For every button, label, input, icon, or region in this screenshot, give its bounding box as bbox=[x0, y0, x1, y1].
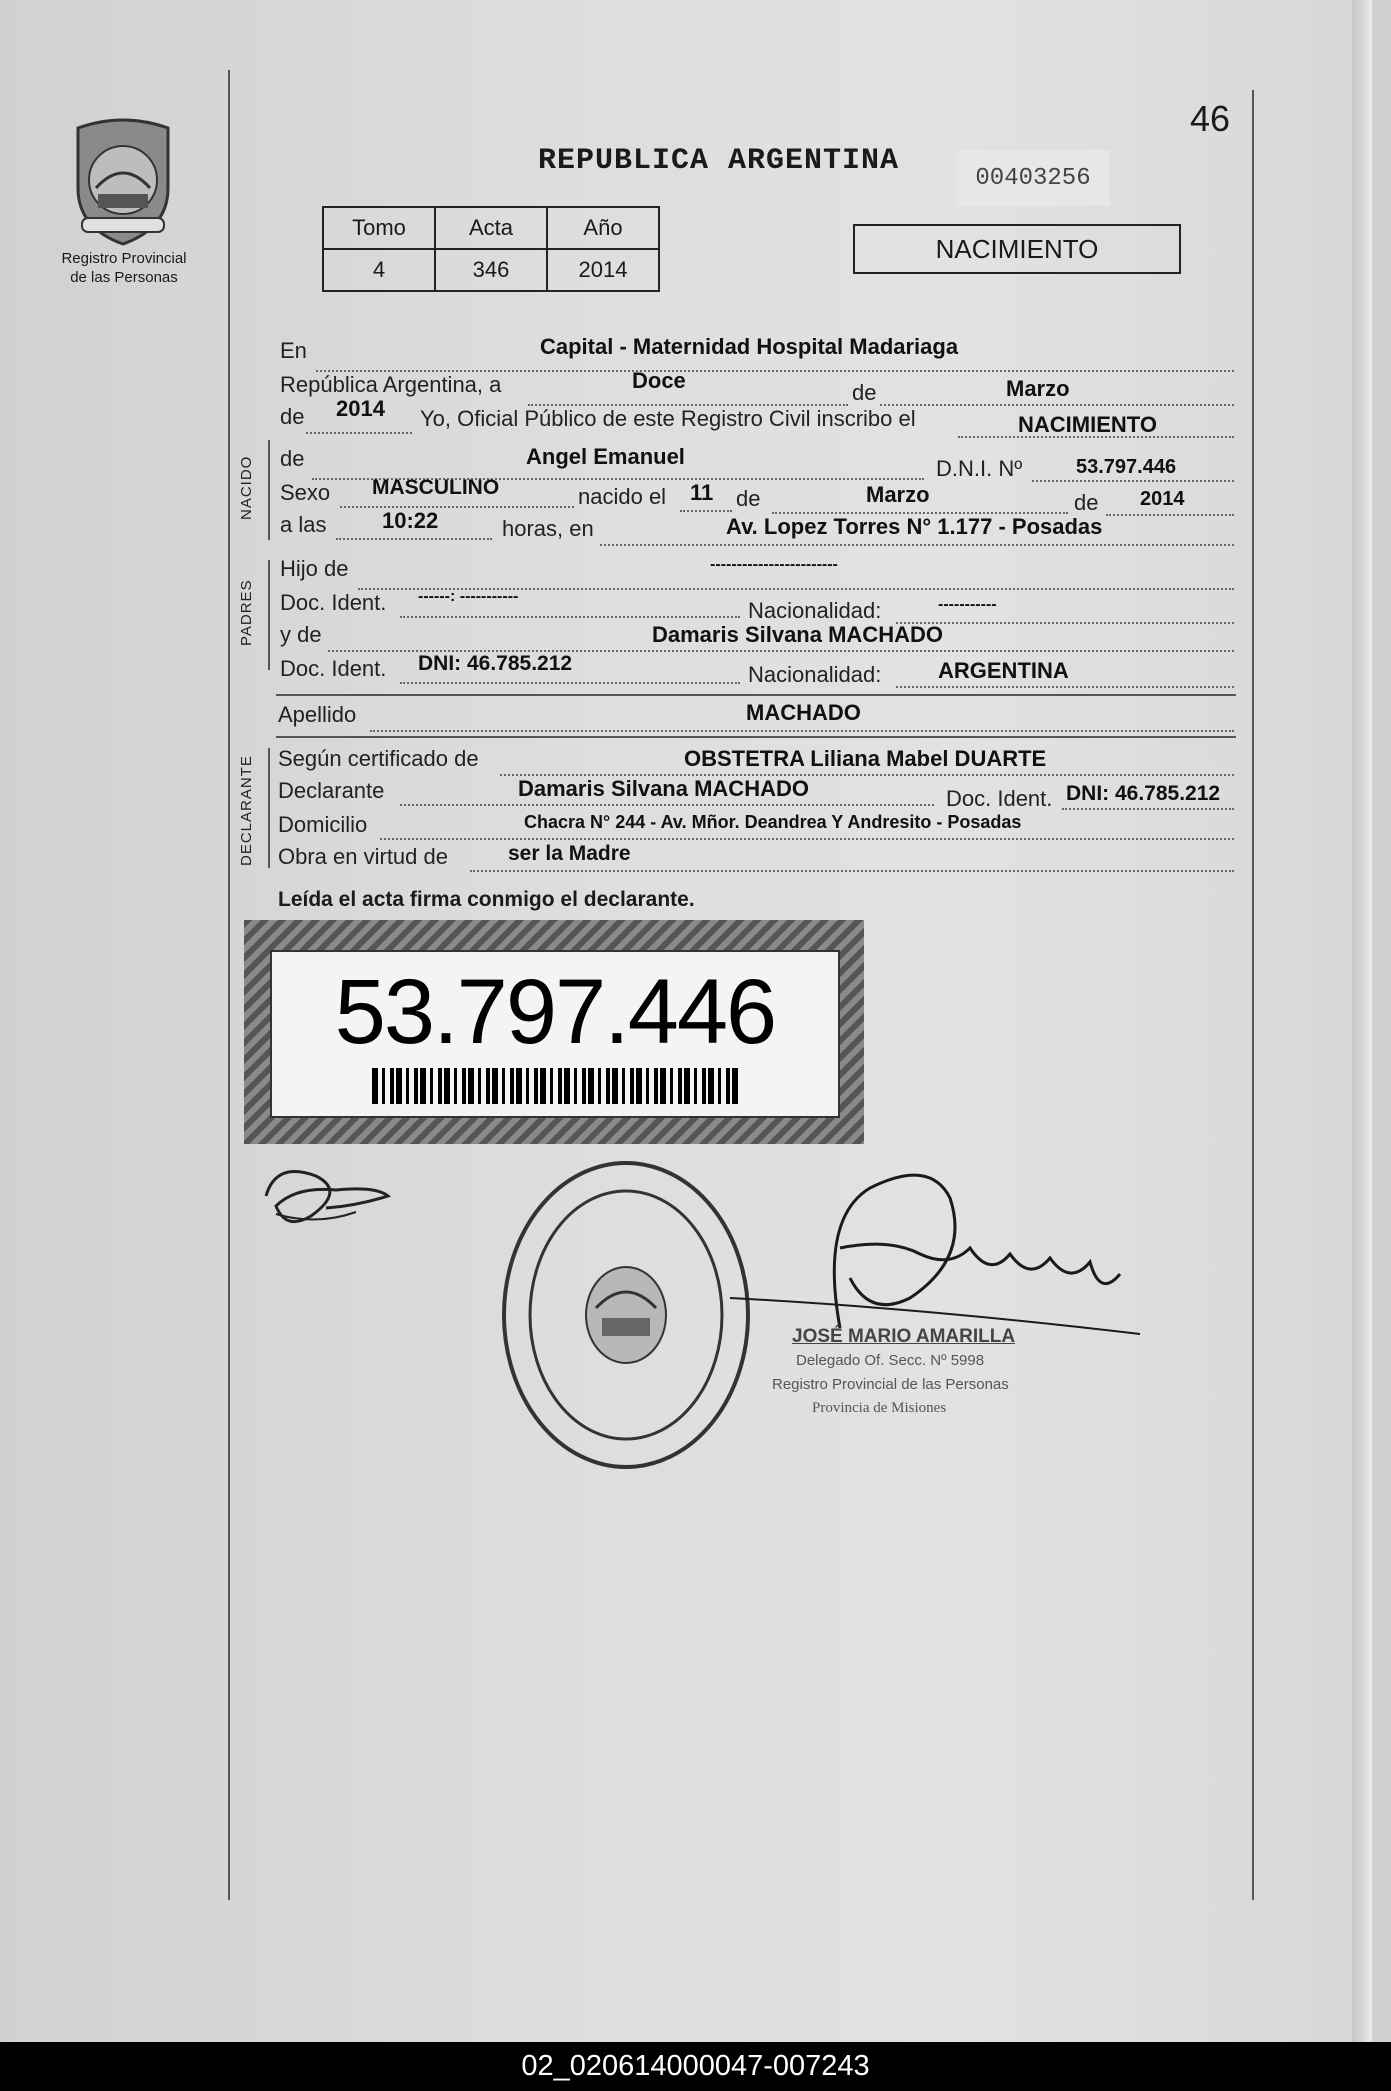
sticker-dni-number: 53.797.446 bbox=[334, 961, 776, 1063]
dotted-line bbox=[1106, 514, 1234, 516]
label-de-1: de bbox=[852, 380, 877, 405]
left-margin-line bbox=[228, 70, 230, 1900]
declarant-signature bbox=[256, 1156, 396, 1236]
value-madre-nac: ARGENTINA bbox=[938, 658, 1069, 683]
official-round-stamp bbox=[498, 1158, 754, 1472]
label-de-3: de bbox=[280, 446, 305, 471]
label-nacido-el: nacido el bbox=[578, 484, 667, 509]
side-label-padres: PADRES bbox=[238, 579, 255, 646]
label-en: En bbox=[280, 338, 307, 363]
value-nombre: Angel Emanuel bbox=[526, 444, 685, 469]
dotted-line bbox=[370, 730, 1234, 732]
label-doc-ident-1: Doc. Ident. bbox=[280, 590, 387, 615]
section-divider bbox=[276, 736, 1236, 738]
value-certificado: OBSTETRA Liliana Mabel DUARTE bbox=[684, 746, 1047, 771]
padres-section-line bbox=[268, 560, 270, 670]
label-sexo: Sexo bbox=[280, 480, 331, 505]
label-yo: Yo, Oficial Público de este Registro Civil inscribo el bbox=[420, 406, 916, 431]
document-type-box: NACIMIENTO bbox=[853, 224, 1181, 274]
value-obra: ser la Madre bbox=[508, 842, 631, 865]
dotted-line bbox=[400, 682, 740, 684]
declarante-section-line bbox=[268, 748, 270, 868]
dotted-line bbox=[1062, 808, 1234, 810]
value-madre-doc: DNI: 46.785.212 bbox=[418, 652, 573, 675]
page-title: REPUBLICA ARGENTINA bbox=[538, 144, 900, 178]
dotted-line bbox=[470, 870, 1234, 872]
label-nacionalidad-1: Nacionalidad: bbox=[748, 598, 882, 623]
acta-header: Acta bbox=[435, 207, 547, 249]
right-margin-line bbox=[1252, 90, 1254, 1900]
section-divider bbox=[276, 694, 1236, 696]
page-spine bbox=[1352, 0, 1372, 2042]
label-hijo-de: Hijo de bbox=[280, 556, 349, 581]
acta-value: 346 bbox=[435, 249, 547, 291]
dotted-line bbox=[306, 432, 412, 434]
dotted-line bbox=[400, 804, 934, 806]
label-y-de: y de bbox=[280, 622, 322, 647]
value-padre-doc: ------: ----------- bbox=[418, 588, 519, 605]
label-dni: D.N.I. Nº bbox=[936, 456, 1023, 481]
nacido-section-line bbox=[268, 440, 270, 540]
dotted-line bbox=[400, 616, 740, 618]
label-de-2: de bbox=[280, 404, 305, 429]
anio-value: 2014 bbox=[547, 249, 659, 291]
value-dni: 53.797.446 bbox=[1076, 456, 1177, 478]
official-province: Provincia de Misiones bbox=[812, 1400, 947, 1416]
value-anio: 2014 bbox=[336, 396, 385, 421]
page-number: 46 bbox=[1190, 98, 1231, 139]
label-apellido: Apellido bbox=[278, 702, 357, 727]
label-doc-ident-3: Doc. Ident. bbox=[946, 786, 1053, 811]
value-mes: Marzo bbox=[866, 482, 930, 507]
anio-header: Año bbox=[547, 207, 659, 249]
official-role: Delegado Of. Secc. Nº 5998 bbox=[796, 1352, 985, 1369]
serial-number: 00403256 bbox=[956, 150, 1110, 206]
tomo-header: Tomo bbox=[323, 207, 435, 249]
label-domicilio: Domicilio bbox=[278, 812, 368, 837]
label-segun: Según certificado de bbox=[278, 746, 479, 771]
sticker-label bbox=[270, 950, 840, 1118]
barcode-icon bbox=[372, 1068, 742, 1104]
dotted-line bbox=[896, 622, 1234, 624]
label-horas-en: horas, en bbox=[502, 516, 594, 541]
value-anio-nac: 2014 bbox=[1140, 488, 1185, 510]
value-padre: ------------------------ bbox=[710, 556, 838, 573]
official-signature bbox=[720, 1158, 1140, 1348]
official-name: JOSÉ MARIO AMARILLA bbox=[792, 1326, 1016, 1347]
value-dia: 11 bbox=[690, 480, 714, 505]
dotted-line bbox=[1032, 480, 1234, 482]
value-padre-nac: ----------- bbox=[938, 596, 997, 613]
label-de-4: de bbox=[736, 486, 761, 511]
dotted-line bbox=[896, 686, 1234, 688]
logo-caption-2: de las Personas bbox=[70, 269, 178, 286]
label-doc-ident-2: Doc. Ident. bbox=[280, 656, 387, 681]
value-mes-texto: Marzo bbox=[1006, 376, 1070, 401]
provincia-misiones-shield-icon bbox=[68, 118, 178, 248]
dni-barcode-sticker bbox=[244, 920, 864, 1144]
closing-statement: Leída el acta firma conmigo el declarante. bbox=[278, 888, 695, 911]
label-de-5: de bbox=[1074, 490, 1099, 515]
value-domicilio-nac: Av. Lopez Torres N° 1.177 - Posadas bbox=[726, 514, 1103, 539]
dotted-line bbox=[880, 404, 1234, 406]
official-org: Registro Provincial de las Personas bbox=[772, 1376, 1009, 1393]
value-lugar: Capital - Maternidad Hospital Madariaga bbox=[540, 334, 959, 359]
tomo-value: 4 bbox=[323, 249, 435, 291]
record-table bbox=[322, 206, 660, 292]
footer-code-bar bbox=[0, 2042, 1391, 2091]
value-declarante: Damaris Silvana MACHADO bbox=[518, 776, 809, 801]
side-label-declarante: DECLARANTE bbox=[238, 755, 255, 866]
value-tipo: NACIMIENTO bbox=[1018, 412, 1157, 437]
footer-code: 02_020614000047-007243 bbox=[521, 2050, 870, 2082]
value-hora: 10:22 bbox=[382, 508, 439, 533]
value-sexo: MASCULINO bbox=[372, 476, 500, 499]
label-declarante: Declarante bbox=[278, 778, 385, 803]
dotted-line bbox=[340, 506, 574, 508]
value-declarante-doc: DNI: 46.785.212 bbox=[1066, 782, 1221, 805]
value-madre: Damaris Silvana MACHADO bbox=[652, 622, 943, 647]
label-republica: República Argentina, a bbox=[280, 372, 502, 397]
label-nacionalidad-2: Nacionalidad: bbox=[748, 662, 882, 687]
dotted-line bbox=[600, 544, 1234, 546]
value-dia-texto: Doce bbox=[632, 368, 686, 393]
label-a-las: a las bbox=[280, 512, 327, 537]
side-label-nacido: NACIDO bbox=[238, 455, 255, 520]
dotted-line bbox=[336, 538, 492, 540]
logo-caption-1: Registro Provincial bbox=[61, 250, 187, 267]
dotted-line bbox=[680, 510, 732, 512]
dotted-line bbox=[380, 838, 1234, 840]
value-apellido: MACHADO bbox=[746, 700, 861, 725]
label-obra: Obra en virtud de bbox=[278, 844, 448, 869]
value-domicilio: Chacra N° 244 - Av. Mñor. Deandrea Y Andresito - Posadas bbox=[524, 812, 1022, 832]
